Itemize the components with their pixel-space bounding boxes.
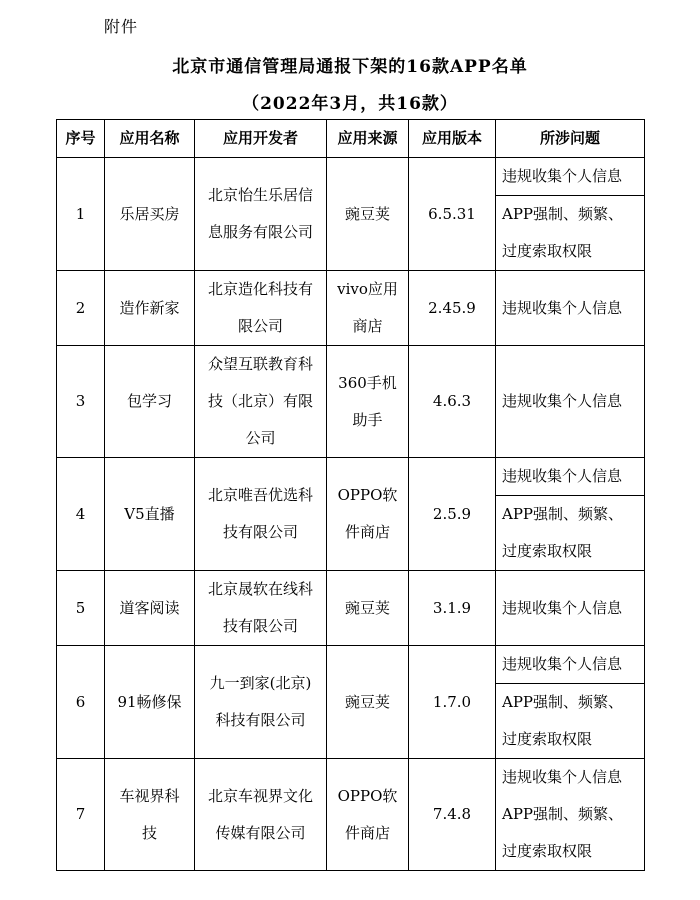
app-source-line: 件商店 (344, 823, 390, 842)
app-source-line: 豌豆荚 (344, 692, 390, 711)
column-header: 序号 (57, 120, 105, 158)
app-developer-line: 技有限公司 (222, 617, 298, 635)
app-developer-line: 众望互联教育科 (207, 355, 313, 373)
page-title: 北京市通信管理局通报下架的16款APP名单 (172, 57, 528, 77)
app-issue-line: 过度索取权限 (502, 730, 593, 748)
app-name: 造作新家 (105, 271, 195, 346)
attachment-label: 附件 (104, 17, 139, 36)
app-issue-line: 违规收集个人信息 (502, 392, 623, 410)
app-issue-line: 过度索取权限 (502, 542, 593, 560)
app-version: 3.1.9 (409, 571, 496, 646)
app-source (327, 759, 409, 871)
app-source-line: 豌豆荚 (344, 598, 390, 617)
app-source (327, 646, 409, 759)
row-number: 7 (57, 759, 105, 871)
app-version: 2.45.9 (409, 271, 496, 346)
column-header: 应用版本 (409, 120, 496, 158)
table-header-row (57, 120, 645, 158)
app-source (327, 571, 409, 646)
app-developer-line: 北京造化科技有 (207, 280, 313, 298)
table-row (57, 646, 645, 684)
app-version: 6.5.31 (409, 158, 496, 271)
table-row (57, 346, 645, 458)
app-list-table (56, 119, 645, 871)
app-source-line: 件商店 (344, 523, 390, 541)
app-developer-line: 传媒有限公司 (215, 823, 306, 842)
page-subtitle: （2022年3月，共16款） (242, 94, 458, 114)
app-issue-line: 违规收集个人信息 (502, 467, 623, 485)
app-issue (496, 458, 645, 496)
column-header: 应用来源 (327, 120, 409, 158)
app-developer-line: 北京车视界文化 (207, 786, 313, 805)
app-issue (496, 759, 645, 871)
row-number: 5 (57, 571, 105, 646)
table-row (57, 759, 645, 871)
app-developer (195, 158, 327, 271)
app-issue-line: 违规收集个人信息 (502, 655, 623, 673)
app-issue-line: APP强制、频繁、 (502, 505, 624, 523)
app-issue-line: 违规收集个人信息 (502, 598, 623, 617)
app-source-line: vivo应用 (337, 280, 398, 298)
app-name: V5直播 (105, 458, 195, 571)
app-version: 2.5.9 (409, 458, 496, 571)
app-developer-line: 技有限公司 (222, 523, 298, 541)
app-issue-line: 违规收集个人信息 (502, 167, 623, 185)
app-developer-line: 限公司 (237, 317, 283, 335)
app-developer (195, 759, 327, 871)
app-developer-line: 北京唯吾优选科 (207, 486, 313, 504)
app-developer (195, 571, 327, 646)
app-developer (195, 646, 327, 759)
app-issue (496, 646, 645, 684)
app-name: 包学习 (105, 346, 195, 458)
row-number: 3 (57, 346, 105, 458)
app-developer-line: 北京怡生乐居信 (207, 186, 313, 204)
column-header: 应用名称 (105, 120, 195, 158)
app-version: 1.7.0 (409, 646, 496, 759)
app-version: 4.6.3 (409, 346, 496, 458)
column-header: 所涉问题 (496, 120, 645, 158)
app-developer (195, 458, 327, 571)
app-issue (496, 571, 645, 646)
app-developer (195, 346, 327, 458)
app-issue-line: APP强制、频繁、 (502, 805, 624, 823)
app-source-line: 豌豆荚 (344, 204, 390, 223)
app-issue-line: APP强制、频繁、 (502, 693, 624, 711)
app-issue-line: APP强制、频繁、 (502, 205, 624, 223)
app-source (327, 158, 409, 271)
app-source-line: 助手 (352, 410, 383, 429)
app-issue (496, 496, 645, 571)
table-row (57, 271, 645, 346)
app-developer-line: 九一到家(北京) (209, 674, 312, 692)
app-name: 91畅修保 (105, 646, 195, 759)
app-developer-line: 北京晟软在线科 (207, 580, 313, 598)
app-name: 乐居买房 (105, 158, 195, 271)
app-source-line: 360手机 (338, 373, 397, 392)
app-developer-line: 技（北京）有限 (207, 392, 313, 410)
app-issue (496, 196, 645, 271)
table-body (57, 158, 645, 871)
app-name: 车视界科技 (105, 759, 195, 871)
app-source-line: OPPO软 (337, 486, 398, 504)
app-issue-line: 过度索取权限 (502, 842, 593, 860)
app-issue (496, 271, 645, 346)
app-source (327, 271, 409, 346)
app-issue (496, 158, 645, 196)
row-number: 6 (57, 646, 105, 759)
app-source-line: 商店 (352, 317, 383, 335)
app-issue-line: 违规收集个人信息 (502, 768, 623, 786)
row-number: 4 (57, 458, 105, 571)
app-developer-line: 息服务有限公司 (207, 223, 313, 241)
table-row (57, 571, 645, 646)
app-developer-line: 科技有限公司 (215, 711, 306, 729)
app-version: 7.4.8 (409, 759, 496, 871)
app-developer (195, 271, 327, 346)
app-developer-line: 公司 (245, 429, 276, 447)
app-issue-line: 违规收集个人信息 (502, 298, 623, 317)
app-source (327, 458, 409, 571)
app-name: 道客阅读 (105, 571, 195, 646)
app-source-line: OPPO软 (337, 786, 398, 805)
app-issue (496, 346, 645, 458)
row-number: 2 (57, 271, 105, 346)
column-header: 应用开发者 (195, 120, 327, 158)
table-row (57, 158, 645, 196)
app-issue (496, 684, 645, 759)
table-row (57, 458, 645, 496)
app-source (327, 346, 409, 458)
row-number: 1 (57, 158, 105, 271)
app-issue-line: 过度索取权限 (502, 242, 593, 260)
